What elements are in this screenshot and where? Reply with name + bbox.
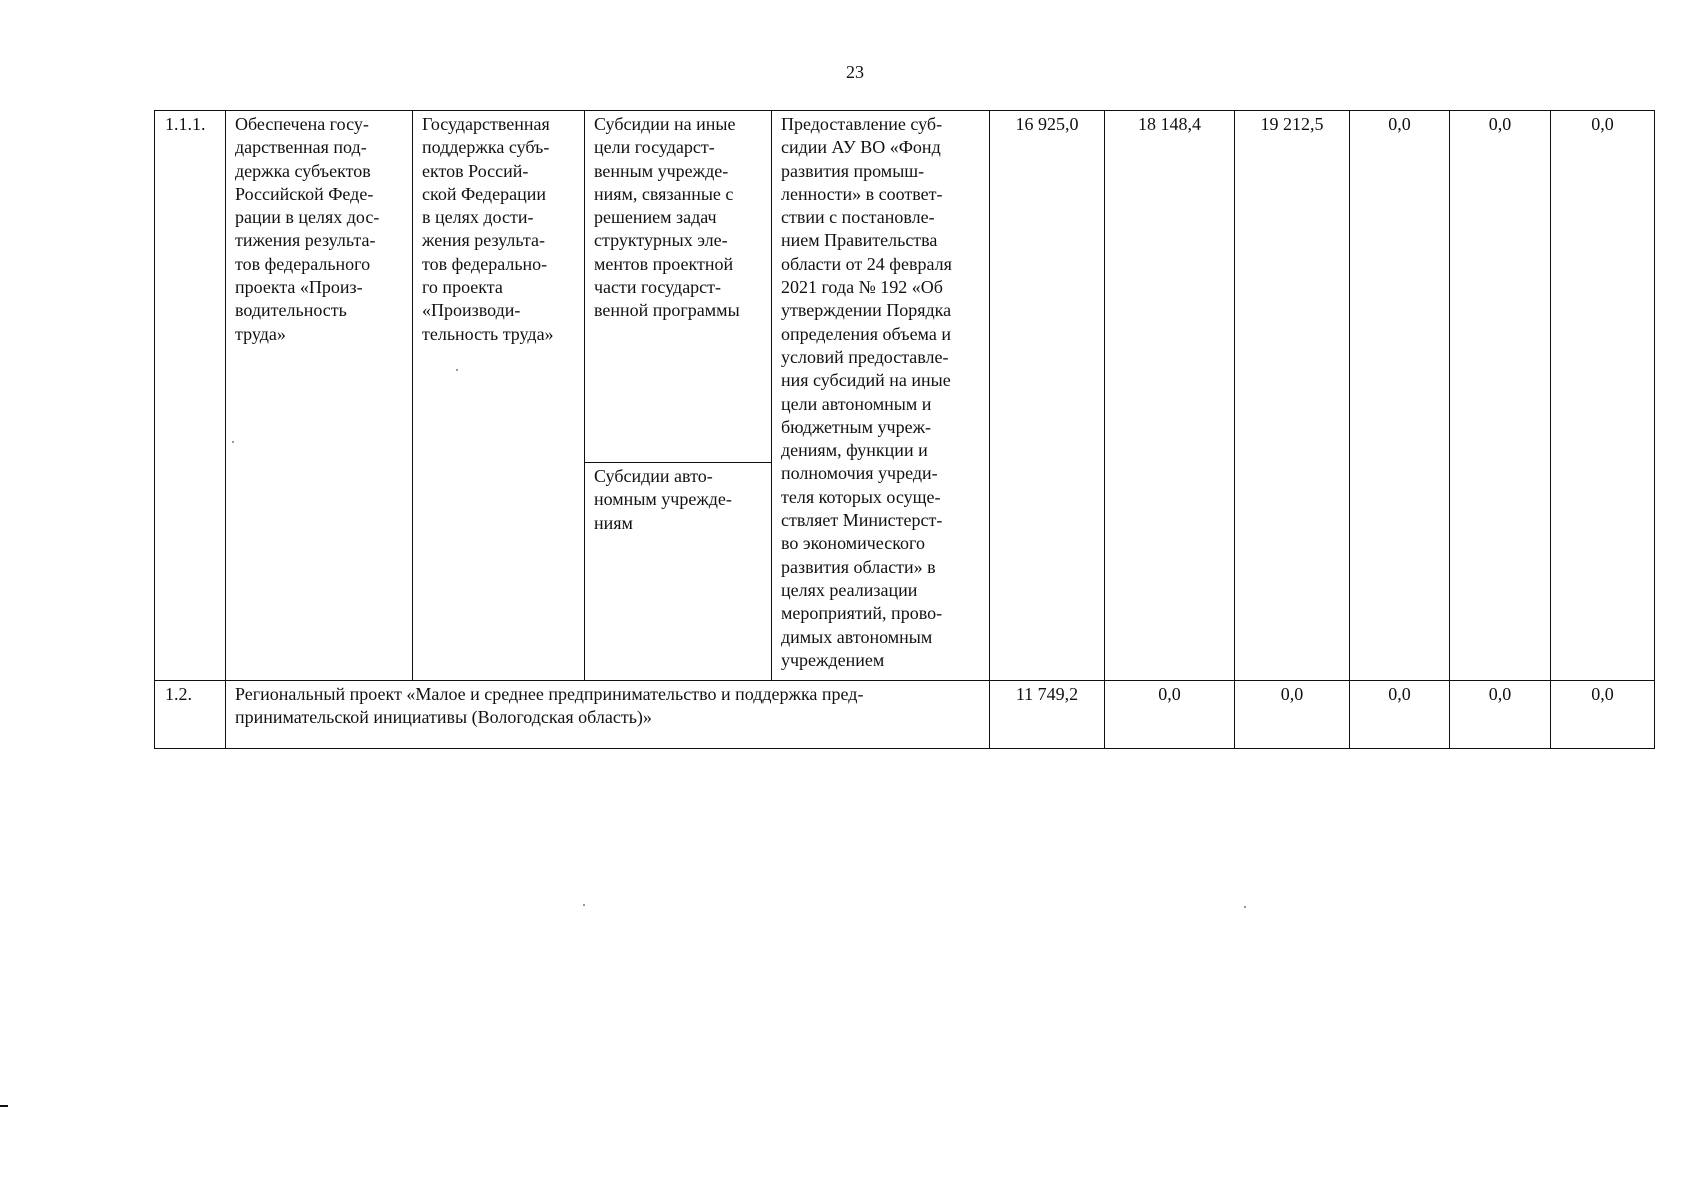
expense-type-cell: Субсидии авто- номным учрежде- ниям [585, 463, 772, 681]
page-number: 23 [846, 62, 864, 82]
expense-type-cell: Субсидии на иные цели государст- венным учрежде- ниям, связанные с решением задач структурных эле- ментов проектной части государст- венной программы [585, 111, 772, 463]
value-cell: 0,0 [1551, 681, 1655, 749]
value-cell: 11 749,2 [990, 681, 1105, 749]
value-cell: 0,0 [1235, 681, 1350, 749]
value-cell: 18 148,4 [1105, 111, 1235, 681]
scan-speck [583, 904, 585, 906]
value-cell: 19 212,5 [1235, 111, 1350, 681]
value-cell: 0,0 [1551, 111, 1655, 681]
value-cell: 0,0 [1105, 681, 1235, 749]
scan-speck [232, 441, 234, 443]
result-cell: Обеспечена госу- дарственная под- держка субъектов Российской Феде- рации в целях дос- тижения результа- тов федерального проекта «Произ- водительность труда» [226, 111, 413, 681]
table-row [155, 681, 1655, 749]
margin-mark [0, 1105, 8, 1107]
value-cell: 0,0 [1350, 111, 1450, 681]
value-cell: 16 925,0 [990, 111, 1105, 681]
scan-speck [456, 369, 458, 371]
regional-project-cell: Региональный проект «Малое и среднее предпринимательство и поддержка пред- принимательской инициативы (Вологодская область)» [226, 681, 990, 749]
value-cell: 0,0 [1450, 111, 1551, 681]
value-cell: 0,0 [1350, 681, 1450, 749]
row-index-cell: 1.2. [155, 681, 226, 749]
support-cell: Государственная поддержка субъ- ектов Россий- ской Федерации в целях дости- жения результа- тов федерально- го проекта «Производи- тельность труда» [413, 111, 585, 681]
value-cell: 0,0 [1450, 681, 1551, 749]
scan-speck [1244, 906, 1246, 908]
row-index-cell: 1.1.1. [155, 111, 226, 681]
table-row [155, 111, 1655, 463]
budget-table [154, 110, 1655, 749]
description-cell: Предоставление суб- сидии АУ ВО «Фонд развития промыш- ленности» в соответ- ствии с постановле- нием Правительства области от 24 февраля 2021 года № 192 «Об утверждении Порядка определения объема и условий предоставле- ния субсидий на иные цели автономным и бюджетным учреж- дениям, функции и полномочия учреди- теля которых осуще- ствляет Министерст- во экономического развития области» в целях реализации мероприятий, прово- димых автономным учреждением [772, 111, 990, 681]
